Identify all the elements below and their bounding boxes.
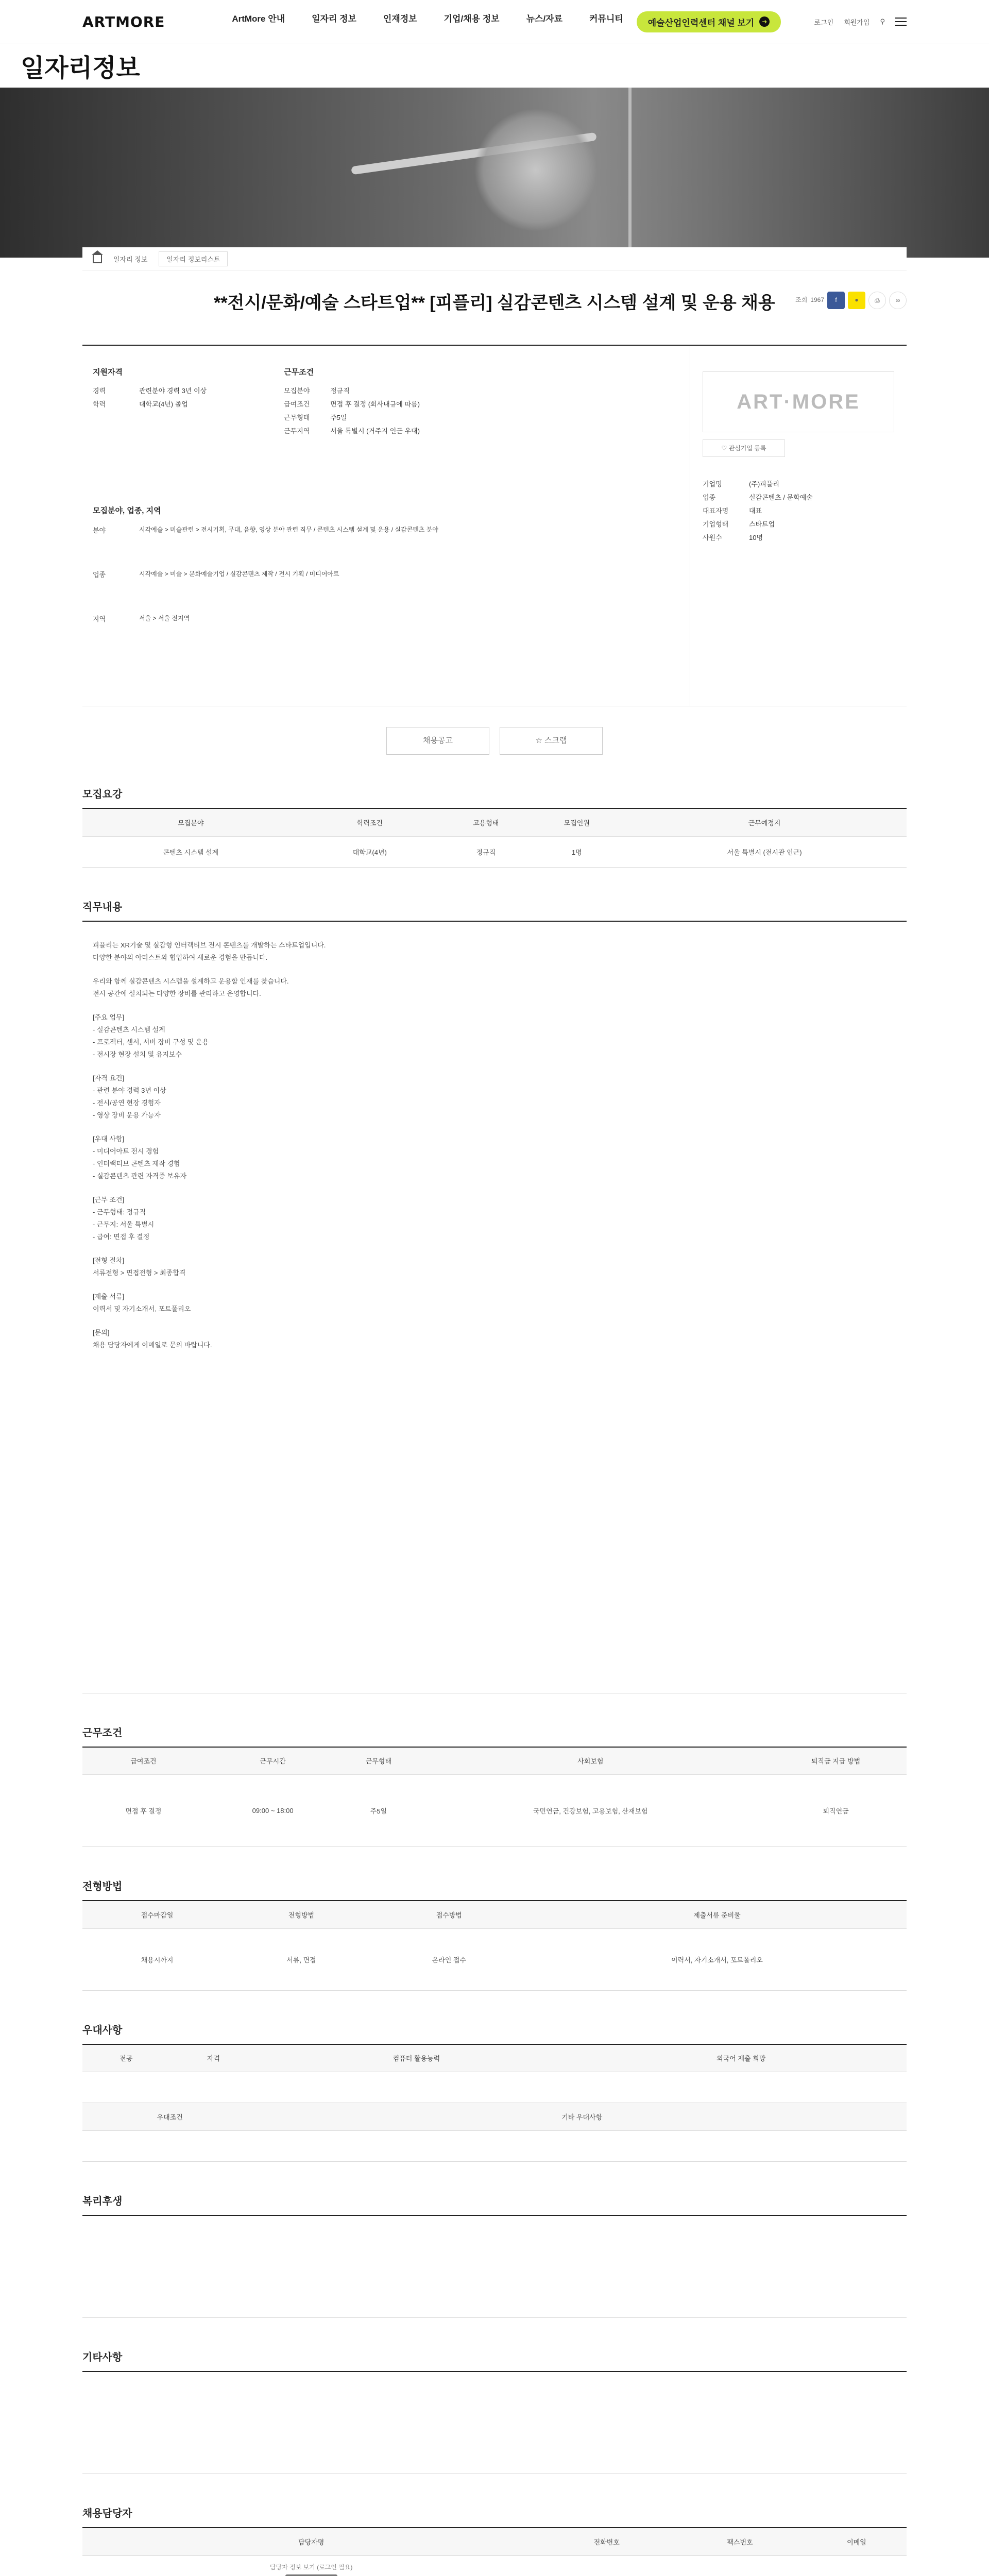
apply-button[interactable]: 채용공고: [386, 727, 489, 755]
conditions-section: [82, 1724, 907, 1848]
menu-item-jobs[interactable]: 일자리 정보: [312, 13, 356, 24]
manager-table: [82, 2527, 907, 2576]
breadcrumb: [82, 247, 907, 271]
utility-links: [814, 17, 907, 27]
detail-paragraph: [우대 사항] - 미디어아트 전시 경험 - 인터랙티브 콘텐츠 제작 경험 - 실감콘텐츠 관련 자격증 보유자: [93, 1134, 187, 1180]
section-title: 복리후생: [82, 2196, 123, 2207]
table-header: 사회보험: [416, 1747, 765, 1775]
page-title: 일자리정보: [21, 54, 140, 82]
signup-link[interactable]: 회원가입: [844, 18, 870, 26]
hamburger-menu-icon[interactable]: [895, 18, 907, 26]
table-row: [82, 1928, 907, 1990]
kv-key: 대표자명: [703, 507, 729, 515]
process-table: [82, 1900, 907, 1991]
table-cell[interactable]: 온라인 접수: [371, 1928, 527, 1990]
field-heading: 모집분야, 업종, 지역: [93, 506, 161, 515]
conditions-table: [82, 1747, 907, 1848]
hero-image-pole: [628, 88, 632, 258]
menu-item-company[interactable]: 기업/채용 정보: [444, 13, 500, 24]
channel-cta-label: 예술산업인력센터 채널 보기: [647, 18, 755, 28]
kv-key: 학력: [93, 400, 106, 408]
detail-section: [82, 899, 907, 1693]
detail-content: [82, 921, 907, 1693]
recruit-table: [82, 808, 907, 868]
print-icon[interactable]: ⎙: [868, 292, 886, 309]
table-row: [82, 1775, 907, 1847]
welfare-section: [82, 2193, 907, 2318]
table-header: 기타 우대사항: [257, 2103, 907, 2131]
kv-key: 경력: [93, 387, 106, 395]
kv-value: 시각예술 > 미술 > 문화예술기업 / 실감콘텐츠 제작 / 전시 기획 / 미디어아트: [139, 570, 339, 578]
table-row: [82, 2555, 907, 2576]
action-buttons: [82, 727, 907, 755]
table-header: 접수방법: [371, 1901, 527, 1928]
views-count: 1967: [810, 296, 824, 303]
arrow-right-icon: ➜: [759, 16, 770, 27]
detail-paragraph: [자격 요건] - 관련 분야 경력 3년 이상 - 전시/공연 현장 경험자 - 영상 장비 운용 가능자: [93, 1074, 166, 1119]
table-header: 컴퓨터 활용능력: [257, 2044, 575, 2072]
table-header: 우대조건: [82, 2103, 257, 2131]
etc-section: [82, 2349, 907, 2474]
share-bar: [795, 292, 907, 309]
kv-key: 기업명: [703, 480, 722, 488]
hero-image-light: [474, 108, 598, 232]
work-conditions-summary: [284, 366, 420, 438]
table-row: [82, 836, 907, 867]
kv-value: 10명: [749, 534, 763, 541]
kv-key: 업종: [703, 494, 716, 501]
main-menu: [185, 11, 814, 32]
table-cell: 1명: [532, 836, 623, 867]
company-logo: ART·MORE: [703, 371, 894, 432]
kv-key: 근무형태: [284, 414, 310, 421]
top-navigation: [0, 0, 989, 43]
kv-key: 근무지역: [284, 427, 310, 435]
kv-key: 분야: [93, 527, 106, 534]
manager-note: 담당자 정보 보기 (로그인 필요): [269, 2564, 353, 2571]
kv-value: 실감콘텐츠 / 문화예술: [749, 494, 813, 501]
table-header: 담당자명: [82, 2528, 540, 2555]
star-icon: ☆: [535, 736, 542, 745]
menu-item-talent[interactable]: 인재정보: [383, 13, 417, 24]
section-title: 기타사항: [82, 2352, 123, 2363]
menu-item-news[interactable]: 뉴스/자료: [526, 13, 563, 24]
company-side: [690, 346, 907, 706]
search-icon[interactable]: ⚲: [880, 18, 885, 25]
table-cell: 주5일: [341, 1775, 416, 1847]
section-title: 근무조건: [82, 1727, 123, 1739]
table-cell: 09:00 ~ 18:00: [204, 1775, 341, 1847]
table-cell: 서류, 면접: [232, 1928, 371, 1990]
kv-value: 면접 후 결정 (회사내규에 따름): [330, 400, 420, 408]
detail-paragraph: [주요 업무] - 실감콘텐츠 시스템 설계 - 프로젝터, 센서, 서버 장비 구성 및 운용 - 전시장 현장 설치 및 유지보수: [93, 1013, 209, 1058]
table-header: 학력조건: [299, 808, 440, 836]
table-cell: 국민연금, 건강보험, 고용보험, 산재보험: [416, 1775, 765, 1847]
facebook-icon[interactable]: f: [827, 292, 845, 309]
heart-icon: ♡: [721, 445, 727, 452]
welfare-content: [82, 2215, 907, 2318]
kv-value: 주5일: [330, 414, 347, 421]
kv-key: 모집분야: [284, 387, 310, 395]
kv-value: 시각예술 > 미술관련 > 전시기획, 무대, 음향, 영상 분야 관련 직무 / 콘텐츠 시스템 설계 및 운용 / 실감콘텐츠 분야: [139, 526, 438, 533]
table-row: [82, 2131, 907, 2162]
channel-cta-button[interactable]: [637, 11, 781, 32]
kv-value: 스타트업: [749, 520, 775, 528]
kv-key: 사원수: [703, 534, 722, 541]
table-cell: 면접 후 결정: [82, 1775, 204, 1847]
table-header: 제출서류 준비물: [527, 1901, 907, 1928]
manager-section: [82, 2505, 907, 2576]
etc-content: [82, 2371, 907, 2474]
recruit-qualification: [93, 366, 207, 438]
home-icon[interactable]: [93, 255, 102, 263]
kv-key: 지역: [93, 615, 106, 623]
views-label: 조회: [795, 296, 808, 303]
breadcrumb-item[interactable]: 일자리 정보: [113, 256, 148, 263]
table-header: 모집인원: [532, 808, 623, 836]
qualification-heading: 지원자격: [93, 368, 123, 377]
table-header: 전형방법: [232, 1901, 371, 1928]
table-header: 자격: [170, 2044, 258, 2072]
kv-value: 대학교(4년) 졸업: [139, 400, 188, 408]
job-summary: [82, 346, 907, 706]
breadcrumb-select[interactable]: 일자리 정보리스트: [159, 251, 228, 266]
section-title: 모집요강: [82, 789, 123, 800]
table-row: [82, 2072, 907, 2103]
process-section: [82, 1878, 907, 1991]
recruit-section: [82, 786, 907, 868]
table-header: 전화번호: [540, 2528, 673, 2555]
favorite-company-button[interactable]: [703, 439, 785, 457]
table-cell: 이력서, 자기소개서, 포트폴리오: [527, 1928, 907, 1990]
table-header: 팩스번호: [673, 2528, 807, 2555]
table-header: 근무시간: [204, 1747, 341, 1775]
detail-paragraph: [제출 서류] 이력서 및 자기소개서, 포트폴리오: [93, 1292, 191, 1313]
prefer-section: [82, 2022, 907, 2162]
table-header: 이메일: [807, 2528, 907, 2555]
table-header: 외국어 제출 희망: [575, 2044, 907, 2072]
kv-value: 관련분야 경력 3년 이상: [139, 387, 207, 395]
table-header: 퇴직금 지급 방법: [765, 1747, 907, 1775]
work-heading: 근무조건: [284, 368, 314, 377]
kv-key: 급여조건: [284, 400, 310, 408]
table-header: 급여조건: [82, 1747, 204, 1775]
section-title: 직무내용: [82, 901, 123, 913]
detail-paragraph: 피플리는 XR기술 및 실감형 인터랙티브 전시 콘텐츠를 개발하는 스타트업입니다. 다양한 분야의 아티스트와 협업하여 새로운 경험을 만듭니다.: [93, 941, 326, 961]
table-header: 모집분야: [82, 808, 299, 836]
kakao-icon[interactable]: ●: [848, 292, 865, 309]
detail-paragraph: [전형 절차] 서류전형 > 면접전형 > 최종합격: [93, 1256, 186, 1277]
prefer-table: [82, 2044, 907, 2162]
page-title-bar: [21, 43, 907, 88]
kv-value: 서울 특별시 (거주지 인근 우대): [330, 427, 420, 435]
table-cell: 퇴직연금: [765, 1775, 907, 1847]
table-cell: 대학교(4년): [299, 836, 440, 867]
section-title: 우대사항: [82, 2024, 123, 2036]
kv-value: 대표: [749, 507, 762, 515]
kv-key: 업종: [93, 571, 106, 579]
kv-value: 정규직: [330, 387, 350, 395]
scrap-button[interactable]: [500, 727, 603, 755]
table-header: 고용형태: [440, 808, 532, 836]
summary-main: [82, 346, 690, 706]
table-cell: 콘텐츠 시스템 설계: [82, 836, 299, 867]
kv-value: 서울 > 서울 전지역: [139, 615, 190, 622]
site-logo[interactable]: ARTMORE: [82, 13, 165, 30]
link-icon[interactable]: ∞: [889, 292, 907, 309]
table-cell: 서울 특별시 (전시관 인근): [622, 836, 907, 867]
section-title: 채용담당자: [82, 2508, 132, 2519]
table-cell: 정규직: [440, 836, 532, 867]
scrap-label: 스크랩: [544, 736, 567, 745]
job-title: **전시/문화/예술 스타트업** [피플리] 실감콘텐츠 시스템 설계 및 운용 채용: [214, 293, 775, 313]
table-header: 근무예정지: [622, 808, 907, 836]
table-header: 근무형태: [341, 1747, 416, 1775]
table-header: 전공: [82, 2044, 170, 2072]
table-cell: 채용시까지: [82, 1928, 232, 1990]
hero-banner: [0, 88, 989, 258]
menu-item-about[interactable]: ArtMore 안내: [232, 13, 285, 24]
kv-value: (주)피플리: [749, 480, 779, 488]
login-link[interactable]: 로그인: [814, 18, 834, 26]
detail-paragraph: [근무 조건] - 근무형태: 정규직 - 근무지: 서울 특별시 - 급여: 면접 후 결정: [93, 1195, 155, 1241]
table-header: 접수마감일: [82, 1901, 232, 1928]
detail-paragraph: [문의] 채용 담당자에게 이메일로 문의 바랍니다.: [93, 1328, 212, 1349]
section-title: 전형방법: [82, 1881, 123, 1892]
menu-item-community[interactable]: 커뮤니티: [589, 13, 623, 24]
detail-paragraph: 우리와 함께 실감콘텐츠 시스템을 설계하고 운용할 인재를 찾습니다. 전시 공간에 설치되는 다양한 장비를 관리하고 운영합니다.: [93, 977, 289, 997]
favorite-label: 관심기업 등록: [728, 445, 766, 452]
kv-key: 기업형태: [703, 520, 729, 528]
